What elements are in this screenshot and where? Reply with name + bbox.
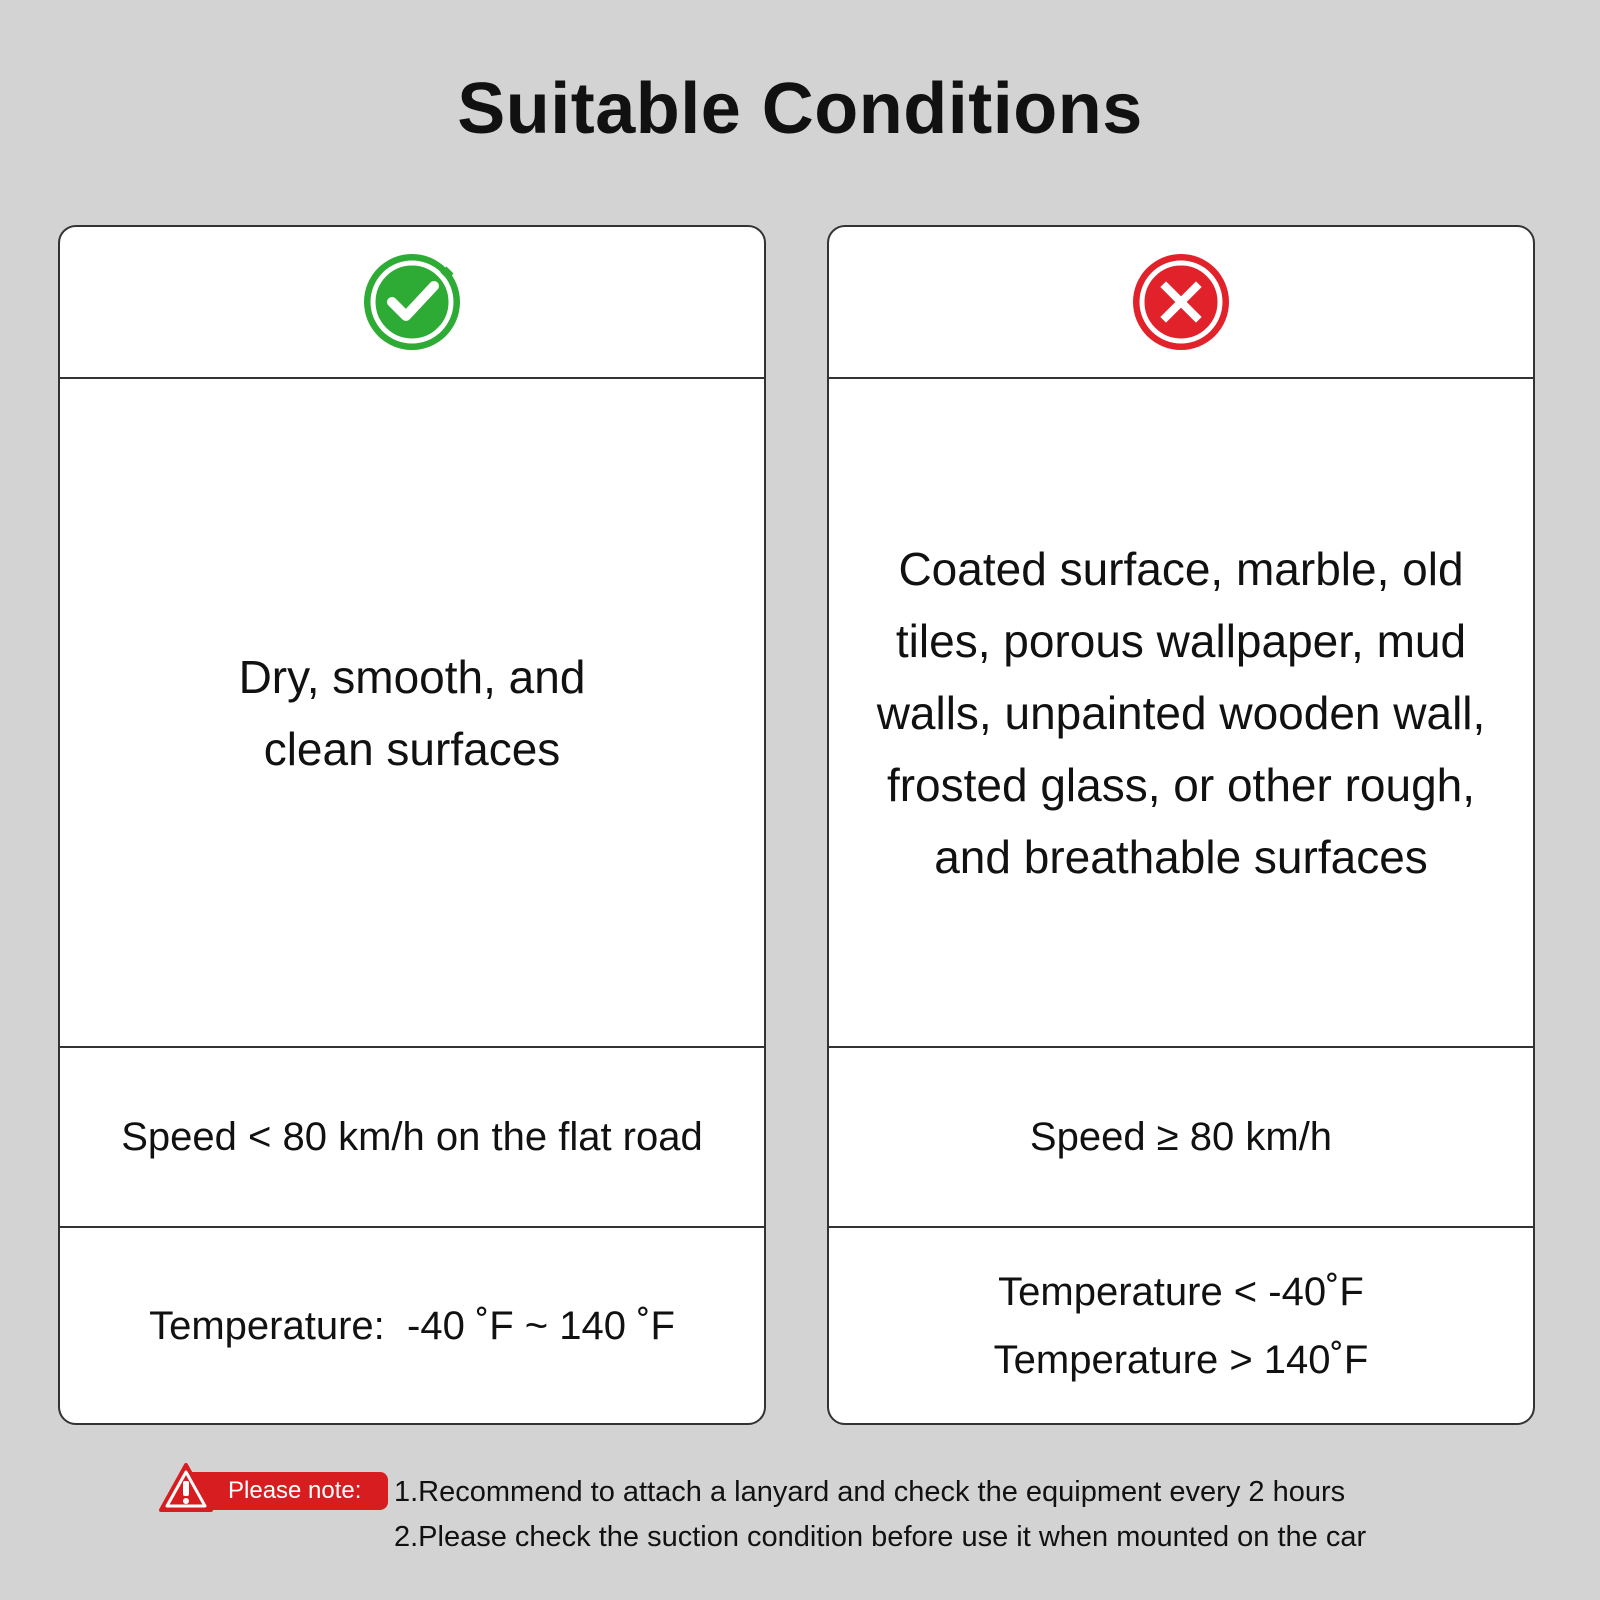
unsuitable-surfaces-text: Coated surface, marble, old tiles, porous wallpaper, mud walls, unpainted wooden wall, frosted glass, or other rough, and breathable surfaces <box>876 542 1486 883</box>
unsuitable-speed-text: Speed ≥ 80 km/h <box>1029 1114 1333 1159</box>
unsuitable-temperature-low: Temperature < -40˚F <box>998 1269 1364 1314</box>
unsuitable-temperature-cell <box>829 1228 1533 1423</box>
unsuitable-surfaces-cell <box>829 379 1533 1048</box>
suitable-temperature-cell <box>60 1228 764 1423</box>
suitable-speed-text: Speed < 80 km/h on the flat road <box>121 1114 703 1159</box>
check-circle-icon <box>362 252 462 352</box>
suitable-icon-cell <box>60 227 764 379</box>
unsuitable-temperature-high: Temperature > 140˚F <box>993 1337 1369 1382</box>
please-note-badge <box>158 1472 388 1510</box>
note-line-2: 2.Please check the suction condition before use it when mounted on the car <box>394 1521 1367 1553</box>
suitable-surfaces-text: Dry, smooth, and clean surfaces <box>238 650 586 775</box>
unsuitable-card <box>827 225 1535 1425</box>
suitable-card <box>58 225 766 1425</box>
suitable-surfaces-cell <box>60 379 764 1048</box>
suitable-speed-cell <box>60 1048 764 1228</box>
unsuitable-icon-cell <box>829 227 1533 379</box>
page-title: Suitable Conditions <box>457 69 1143 149</box>
unsuitable-speed-cell <box>829 1048 1533 1228</box>
cross-circle-icon <box>1131 252 1231 352</box>
note-line-1: 1.Recommend to attach a lanyard and check the equipment every 2 hours <box>394 1476 1346 1508</box>
note-list <box>394 1470 1574 1560</box>
suitable-temperature-text: Temperature: -40 ˚F ~ 140 ˚F <box>149 1303 675 1348</box>
warning-triangle-icon <box>158 1462 214 1514</box>
please-note-label: Please note: <box>228 1477 362 1504</box>
